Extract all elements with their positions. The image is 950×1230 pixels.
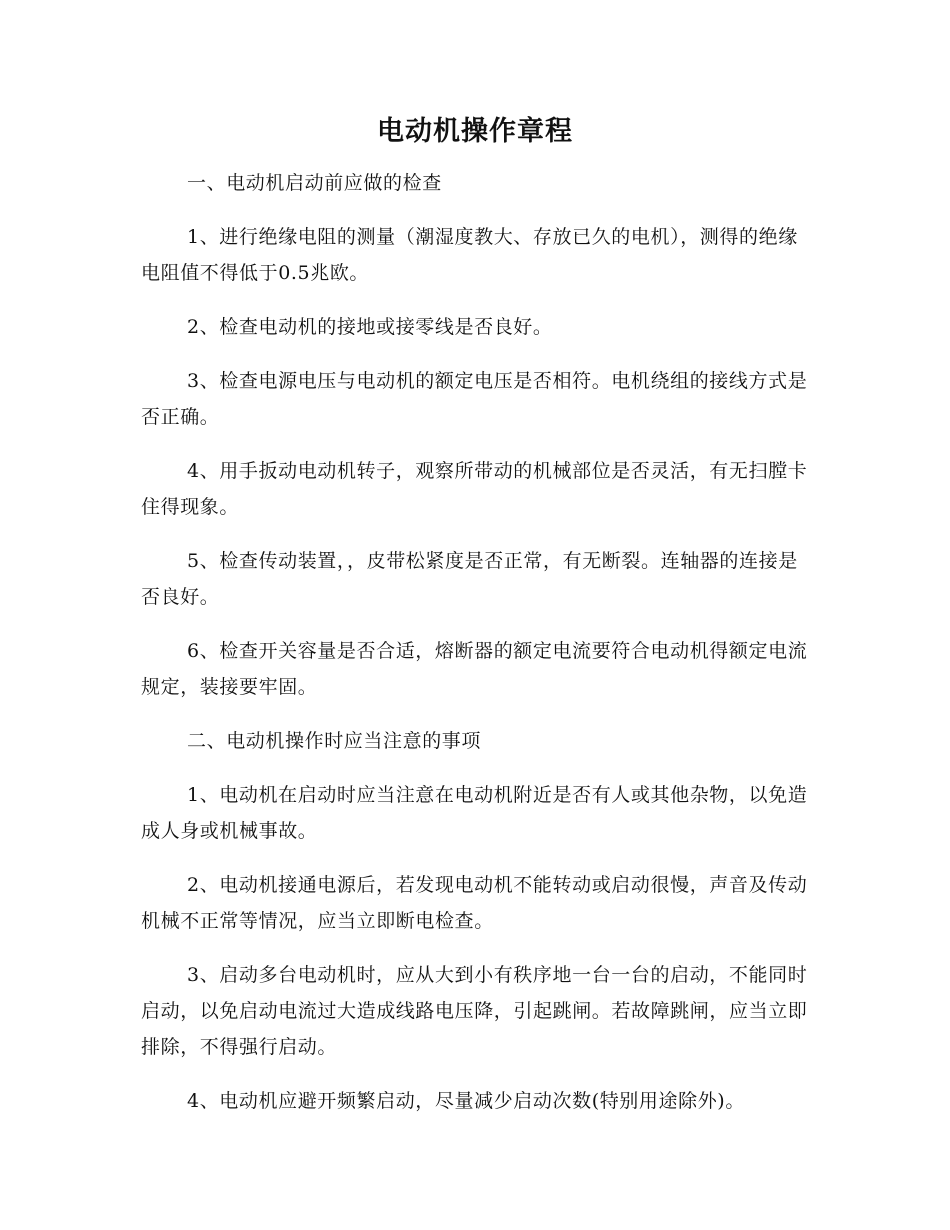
paragraph: 6、检查开关容量是否合适，熔断器的额定电流要符合电动机得额定电流规定，装接要牢固。: [141, 640, 808, 698]
document-title: 电动机操作章程: [377, 116, 573, 147]
paragraph: 2、检查电动机的接地或接零线是否良好。: [187, 316, 553, 338]
paragraph: 5、检查传动装置，，皮带松紧度是否正常，有无断裂。连轴器的连接是否良好。: [141, 550, 798, 608]
paragraph: 3、检查电源电压与电动机的额定电压是否相符。电机绕组的接线方式是否正确。: [141, 370, 808, 428]
section-heading-operation-notes: 二、电动机操作时应当注意的事项: [187, 730, 482, 752]
document-body: [141, 165, 809, 1137]
paragraph: 1、电动机在启动时应当注意在电动机附近是否有人或其他杂物，以免造成人身或机械事故。: [141, 784, 808, 842]
paragraph: 1、进行绝缘电阻的测量（潮湿度教大、存放已久的电机），测得的绝缘电阻值不得低于0.5兆欧。: [141, 226, 798, 284]
paragraph: 4、用手扳动电动机转子，观察所带动的机械部位是否灵活，有无扫膛卡住得现象。: [141, 460, 808, 518]
paragraph: 2、电动机接通电源后，若发现电动机不能转动或启动很慢，声音及传动机械不正常等情况，应当立即断电检查。: [141, 874, 808, 932]
section-heading-pre-start-checks: 一、电动机启动前应做的检查: [187, 172, 442, 194]
paragraph: 4、电动机应避开频繁启动，尽量减少启动次数(特别用途除外)。: [187, 1090, 745, 1112]
paragraph: 3、启动多台电动机时，应从大到小有秩序地一台一台的启动，不能同时启动，以免启动电流过大造成线路电压降，引起跳闸。若故障跳闸，应当立即排除，不得强行启动。: [141, 964, 808, 1058]
